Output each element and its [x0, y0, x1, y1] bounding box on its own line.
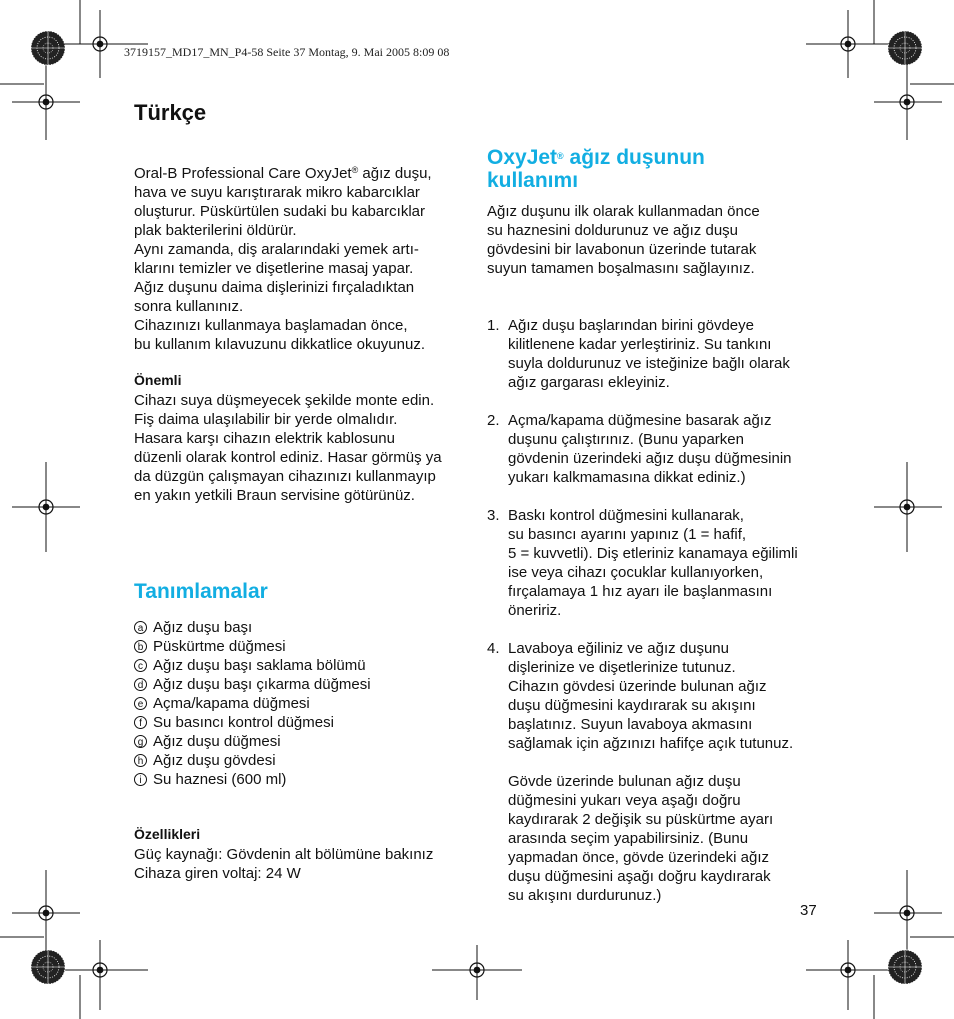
- component-label: Püskürtme düğmesi: [153, 638, 286, 655]
- usage-heading-line2: kullanımı: [487, 169, 579, 192]
- component-letter-badge: d: [134, 678, 147, 691]
- registration-mark: [86, 30, 114, 58]
- component-letter-badge: h: [134, 754, 147, 767]
- registration-mark: [834, 956, 862, 984]
- component-letter-badge: g: [134, 735, 147, 748]
- registration-mark: [463, 956, 491, 984]
- intro-line1-pre: Oral-B Professional Care OxyJet: [134, 165, 352, 182]
- step-text: Baskı kontrol düğmesini kullanarak, su basıncı ayarını yapınız (1 = hafif, 5 = kuvvetli). Diş etleriniz kanamaya eğilimli ise veya cihazı çocuklar kullanıyorken, fırçalamaya 1 hız ayarı ile başlanmasını öneririz.: [508, 507, 798, 619]
- component-item: [134, 618, 474, 637]
- specs-text: Güç kaynağı: Gövdenin alt bölümüne bakınız Cihaza giren voltaj: 24 W: [134, 846, 434, 882]
- registration-mark: [834, 30, 862, 58]
- usage-heading-brand: OxyJet: [487, 146, 558, 169]
- component-item: [134, 751, 474, 770]
- component-label: Ağız duşu gövdesi: [153, 752, 276, 769]
- star-target-mark: [888, 31, 922, 65]
- step-text: Açma/kapama düğmesine basarak ağız duşunu çalıştırınız. (Bunu yaparken gövdenin üzerindeki ağız duşu düğmesinin yukarı kalkmamasına dikkat ediniz.): [508, 412, 792, 486]
- registration-mark: [86, 956, 114, 984]
- registered-mark: ®: [351, 165, 359, 175]
- step-item: [487, 506, 827, 620]
- steps-list: [487, 297, 827, 943]
- step-text: Ağız duşu başlarından birini gövdeye kilitlenene kadar yerleştiriniz. Su tankını suyla doldurunuz ve isteğinize bağlı olarak ağız gargarası ekleyiniz.: [508, 317, 790, 391]
- registered-mark: ®: [557, 151, 564, 161]
- component-item: [134, 656, 474, 675]
- registration-mark: [32, 88, 60, 116]
- intro-rest: hava ve suyu karıştırarak mikro kabarcıklar oluşturur. Püskürtülen sudaki bu kabarcıklar plak bakterilerini öldürür. Aynı zamanda, diş aralarındaki yemek artı- klarını temizler ve dişetlerine masaj yapar. Ağız duşunu daima dişlerinizi fırçaladıktan sonra kullanınız.: [134, 184, 425, 315]
- component-item: [134, 694, 474, 713]
- registration-mark: [893, 493, 921, 521]
- step-number: 3.: [487, 507, 500, 524]
- components-list: [134, 618, 474, 789]
- component-letter-badge: e: [134, 697, 147, 710]
- component-item: [134, 675, 474, 694]
- intro-paragraph: [134, 145, 474, 316]
- step-number: 4.: [487, 640, 500, 657]
- important-text: Cihazı suya düşmeyecek şekilde monte edin. Fiş daima ulaşılabilir bir yerde olmalıdır. Hasara karşı cihazın elektrik kablosunu düzenli olarak kontrol ediniz. Hasar görmüş ya da düzgün çalışmayan cihazınızı kullanmayıp en yakın yetkili Braun servisine götürünüz.: [134, 392, 442, 504]
- star-target-mark: [31, 31, 65, 65]
- star-target-mark: [31, 950, 65, 984]
- component-label: Ağız duşu başı çıkarma düğmesi: [153, 676, 371, 693]
- component-label: Ağız duşu düğmesi: [153, 733, 281, 750]
- components-heading: Tanımlamalar: [134, 580, 268, 603]
- language-title: Türkçe: [134, 100, 207, 125]
- specs-heading: Özellikleri: [134, 826, 201, 842]
- usage-intro: Ağız duşunu ilk olarak kullanmadan önce su haznesini doldurunuz ve ağız duşu gövdesini bir lavabonun üzerinde tutarak suyun tamamen boşalmasını sağlayınız.: [487, 203, 760, 277]
- star-target-mark: [888, 950, 922, 984]
- usage-heading: [487, 146, 817, 192]
- component-letter-badge: b: [134, 640, 147, 653]
- component-letter-badge: c: [134, 659, 147, 672]
- usage-heading-rest: ağız duşunun: [563, 146, 705, 169]
- component-label: Açma/kapama düğmesi: [153, 695, 310, 712]
- registration-mark: [32, 493, 60, 521]
- step-item: [487, 639, 827, 905]
- component-letter-badge: i: [134, 773, 147, 786]
- component-item: [134, 637, 474, 656]
- page-number: 37: [800, 902, 817, 919]
- component-letter-badge: f: [134, 716, 147, 729]
- step-item: [487, 411, 827, 487]
- component-label: Ağız duşu başı: [153, 619, 253, 636]
- registration-mark: [893, 88, 921, 116]
- component-label: Su haznesi (600 ml): [153, 771, 287, 788]
- print-slug: 3719157_MD17_MN_P4-58 Seite 37 Montag, 9. Mai 2005 8:09 08: [124, 45, 450, 59]
- component-letter-badge: a: [134, 621, 147, 634]
- component-label: Ağız duşu başı saklama bölümü: [153, 657, 366, 674]
- component-label: Su basıncı kontrol düğmesi: [153, 714, 334, 731]
- component-item: [134, 770, 474, 789]
- step-text: Lavaboya eğiliniz ve ağız duşunu dişlerinize ve dişetlerinize tutunuz. Cihazın gövdesi üzerinde bulunan ağız duşu düğmesini kaydırarak su akışını başlatınız. Suyun lavaboya akmasını sağlamak için ağzınızı hafifçe açık tutunuz. Gövde üzerinde bulunan ağız duşu düğmesini yukarı veya aşağı doğru kaydırarak 2 değişik su püskürtme ayarı arasında seçim yapabilirsiniz. (Bunu yapmadan önce, gövde üzerindeki ağız duşu düğmesini aşağı doğru kaydırarak su akışını durdurunuz.): [508, 640, 794, 904]
- component-item: [134, 713, 474, 732]
- registration-mark: [32, 899, 60, 927]
- intro-line1-post: ağız duşu,: [358, 165, 432, 182]
- read-manual-notice: Cihazınızı kullanmaya başlamadan önce, bu kullanım kılavuzunu dikkatlice okuyunuz.: [134, 317, 425, 353]
- step-number: 1.: [487, 317, 500, 334]
- important-heading: Önemli: [134, 372, 182, 388]
- step-item: [487, 316, 827, 392]
- registration-mark: [893, 899, 921, 927]
- step-number: 2.: [487, 412, 500, 429]
- component-item: [134, 732, 474, 751]
